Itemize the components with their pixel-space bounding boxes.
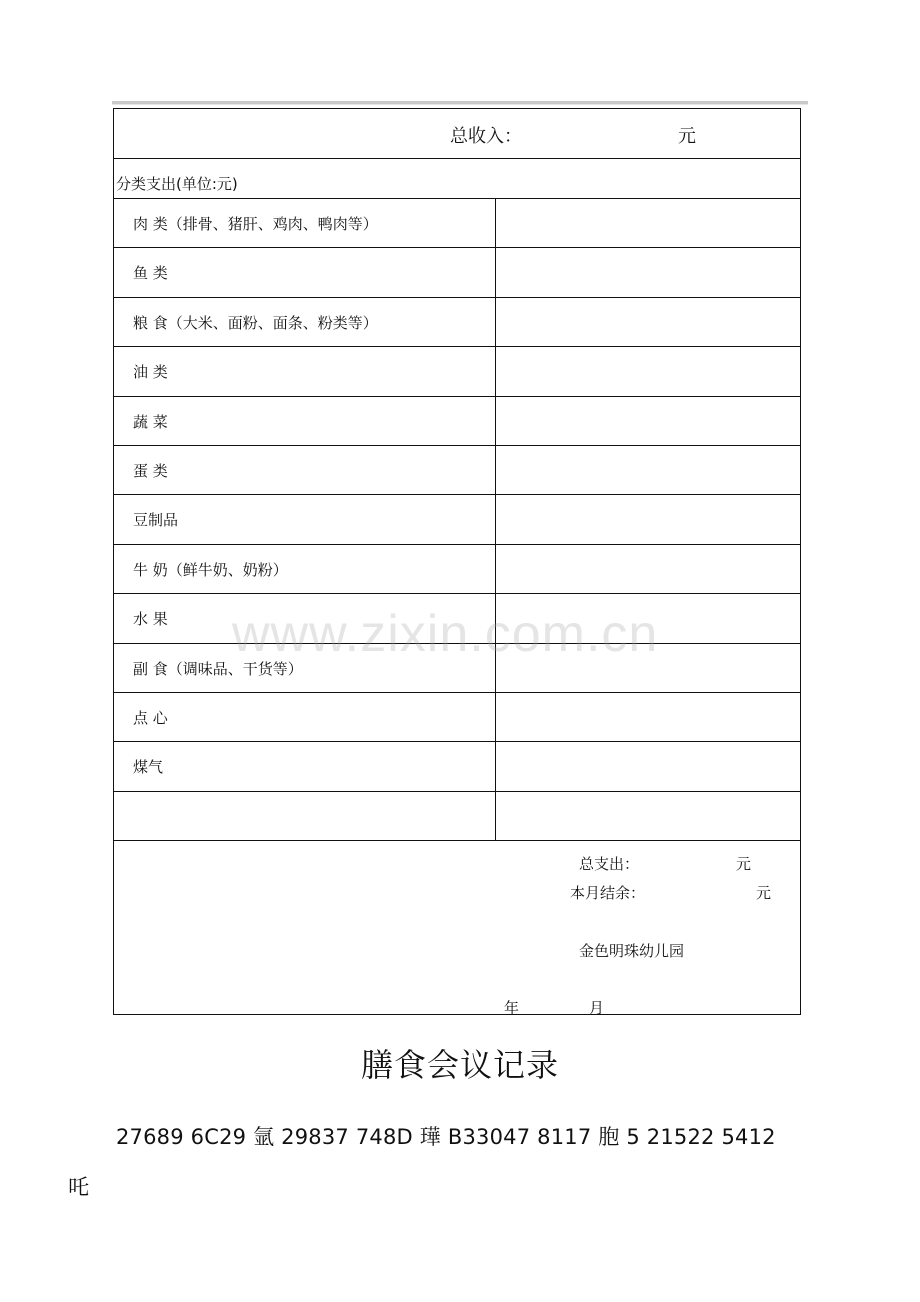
expense-item-amount-cell[interactable] (495, 248, 801, 296)
expense-item-row (114, 495, 800, 544)
category-expense-header: 分类支出(单位:元) (116, 175, 238, 193)
total-income-label: 总收入： (450, 126, 522, 147)
expense-item-amount-cell[interactable] (495, 298, 801, 346)
expense-item-amount-cell[interactable] (495, 792, 801, 840)
expense-item-amount-cell[interactable] (495, 397, 801, 445)
month-balance-label: 本月结余： (570, 884, 646, 902)
expense-item-amount-cell[interactable] (495, 594, 801, 642)
expense-item-amount-cell[interactable] (495, 693, 801, 741)
summary-block (114, 841, 800, 1017)
organization-name: 金色明珠幼儿园 (579, 942, 685, 960)
expense-item-label: 牛 奶（鲜牛奶、奶粉） (133, 560, 288, 579)
expense-item-label: 蛋 类 (133, 462, 168, 480)
total-expense-unit: 元 (736, 855, 752, 873)
expense-item-row (114, 347, 800, 396)
expense-item-row (114, 446, 800, 495)
expense-item-row (114, 644, 800, 693)
expense-item-row (114, 693, 800, 742)
expense-item-label: 粮 食（大米、面粉、面条、粉类等） (133, 313, 378, 332)
expense-item-label: 煤气 (133, 758, 164, 777)
expense-item-label: 点 心 (133, 709, 168, 727)
meeting-record-title: 膳食会议记录 (360, 1046, 559, 1084)
expense-item-amount-cell[interactable] (495, 199, 801, 247)
month-label: 月 (589, 999, 605, 1017)
total-expense-label: 总支出： (579, 855, 640, 873)
expense-item-amount-cell[interactable] (495, 545, 801, 593)
year-label: 年 (504, 999, 520, 1017)
expense-item-row (114, 298, 800, 347)
total-income-unit: 元 (678, 126, 696, 147)
expense-item-row (114, 397, 800, 446)
expense-item-label: 肉 类（排骨、猪肝、鸡肉、鸭肉等） (133, 215, 378, 233)
expense-item-label: 水 果 (133, 610, 168, 629)
expense-item-amount-cell[interactable] (495, 644, 801, 692)
expense-item-amount-cell[interactable] (495, 347, 801, 395)
category-expense-header-row (114, 159, 800, 199)
expense-item-amount-cell[interactable] (495, 742, 801, 790)
garbled-text-line: 27689 6C29 氩 29837 748D 璍 B33047 8117 胞 5 21522 5412 (116, 1125, 776, 1149)
total-income-row (114, 109, 800, 159)
expense-item-amount-cell[interactable] (495, 495, 801, 543)
expense-item-label: 副 食（调味品、干货等） (133, 659, 303, 678)
garbled-text-tail: 吒 (68, 1175, 89, 1199)
expense-item-label: 油 类 (133, 363, 168, 382)
expense-item-amount-cell[interactable] (495, 446, 801, 494)
expense-item-row (114, 742, 800, 791)
top-divider-rule (112, 101, 808, 105)
expense-item-row (114, 594, 800, 643)
watermark-text: www.zixin.com.cn (232, 605, 659, 663)
expense-item-row (114, 248, 800, 297)
expense-item-label: 豆制品 (133, 511, 179, 530)
meal-expense-table (113, 108, 801, 1015)
expense-item-label: 蔬 菜 (133, 412, 168, 431)
expense-item-row (114, 199, 800, 248)
expense-item-label: 鱼 类 (133, 264, 168, 283)
expense-item-row (114, 545, 800, 594)
month-balance-unit: 元 (756, 884, 772, 902)
expense-item-row (114, 792, 800, 841)
